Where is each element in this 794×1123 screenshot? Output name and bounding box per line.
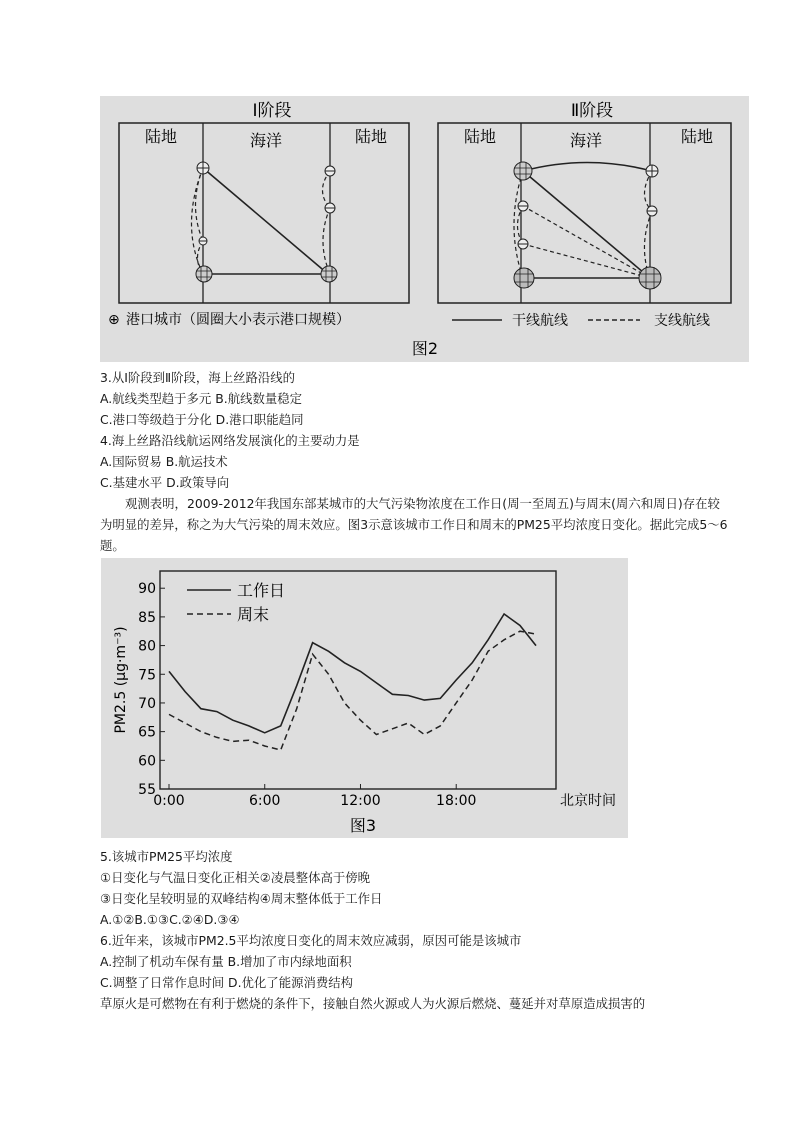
port-icon [325,203,335,213]
question-6-options-cd: C.调整了日常作息时间 D.优化了能源消费结构 [100,975,354,990]
stage1-title: Ⅰ阶段 [252,101,292,121]
stage2-frame [438,123,731,303]
y-tick-label: 90 [138,581,156,598]
port-icon [197,162,209,174]
question-5-statements-34: ③日变化呈较明显的双峰结构④周末整体低于工作日 [100,891,383,906]
y-tick-label: 80 [138,638,156,655]
question-5-stem: 5.该城市PM25平均浓度 [100,849,233,864]
question-4-options-ab: A.国际贸易 B.航运技术 [100,454,228,469]
port-icon [518,239,528,249]
port-icon [325,166,335,176]
port-icon [514,268,534,288]
port-icon [639,267,661,289]
port-icon [646,165,658,177]
figure-3-caption: 图3 [349,816,377,835]
question-4-options-cd: C.基建水平 D.政策导向 [100,475,230,490]
stage2-land-right: 陆地 [680,127,714,146]
stage2-sea: 海洋 [569,131,603,150]
series-weekday-line [169,614,536,733]
figure-2 [100,96,749,362]
stage1-frame [119,123,409,303]
port-icon [518,201,528,211]
stage2-title: Ⅱ阶段 [570,101,614,121]
port-icon [647,206,657,216]
port-icon [199,237,207,245]
y-tick-label: 70 [138,695,156,712]
stage1-land-left: 陆地 [144,127,178,146]
question-4-stem: 4.海上丝路沿线航运网络发展演化的主要动力是 [100,433,360,448]
y-axis-label: PM2.5 (μg·m⁻³) [113,626,129,734]
x-tick-label: 18:00 [436,793,477,809]
y-tick-label: 85 [138,609,156,626]
pm25-chart [101,558,628,838]
question-3-stem: 3.从Ⅰ阶段到Ⅱ阶段，海上丝路沿线的 [100,370,296,385]
legend-branch: 支线航线 [654,313,710,329]
y-tick-label: 65 [138,724,156,741]
y-tick-label: 55 [138,782,156,798]
figure-2-diagram [100,96,749,362]
port-icon [514,162,532,180]
x-tick-label: 0:00 [153,793,185,809]
question-3-options-cd: C.港口等级趋于分化 D.港口职能趋同 [100,412,304,427]
legend-port: 港口城市（圆圈大小表示港口规模） [126,312,350,328]
stage1-land-right: 陆地 [354,127,388,146]
intro-text: 观测表明，2009-2012年我国东部某城市的大气污染物浓度在工作日(周一至周五)与周末(周六和周日)存在较为明显的差异，称之为大气污染的周末效应。图3示意该城市工作日和周末的PM25平均浓度日变化。据此完成5～6题。 [100,496,728,553]
trailing-paragraph: 草原火是可燃物在有利于燃烧的条件下，接触自然火源或人为火源后燃烧、蔓延并对草原造成损害的 [100,996,646,1011]
x-axis-label: 北京时间 [560,793,616,809]
question-3-options-ab: A.航线类型趋于多元 B.航线数量稳定 [100,391,303,406]
figure-3 [101,558,628,838]
port-icon [321,266,337,282]
y-tick-label: 75 [138,667,156,684]
legend-weekday: 工作日 [237,581,286,600]
stage1-sea: 海洋 [249,131,283,150]
figure-2-caption: 图2 [411,339,439,358]
intro-paragraph [100,493,730,556]
legend-trunk: 干线航线 [512,313,568,329]
port-icon [196,266,212,282]
question-6-options-ab: A.控制了机动车保有量 B.增加了市内绿地面积 [100,954,352,969]
question-5-options: A.①②B.①③C.②④D.③④ [100,912,240,927]
plot-frame [160,571,556,789]
x-tick-label: 6:00 [249,793,281,809]
y-tick-label: 60 [138,753,156,770]
question-5-statements-12: ①日变化与气温日变化正相关②凌晨整体高于傍晚 [100,870,371,885]
stage1-trunk-route [203,168,328,274]
question-6-stem: 6.近年来，该城市PM2.5平均浓度日变化的周末效应减弱，原因可能是该城市 [100,933,522,948]
stage2-land-left: 陆地 [463,127,497,146]
legend-weekend: 周末 [237,605,270,624]
x-tick-label: 12:00 [340,793,381,809]
port-legend-icon: ⊕ [108,312,120,328]
